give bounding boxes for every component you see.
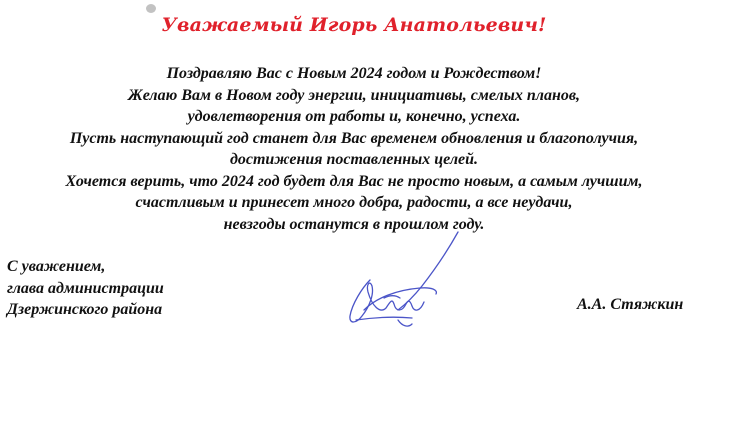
handwritten-signature-icon (340, 228, 475, 334)
body-line: Поздравляю Вас с Новым 2024 годом и Рождеством! (166, 65, 542, 82)
closing-line: Дзержинского района (7, 301, 163, 318)
body-line: Пусть наступающий год станет для Вас временем обновления и благополучия, (69, 129, 639, 147)
body-line: невзгоды останутся в прошлом году. (223, 215, 485, 233)
closing-block (7, 256, 164, 321)
body-line: удовлетворения от работы и, конечно, успеха. (187, 108, 521, 125)
body-line: Желаю Вам в Новом году энергии, инициативы, смелых планов, (128, 86, 580, 104)
closing-line: глава администрации (7, 279, 164, 297)
letter-body (0, 63, 708, 235)
letter-greeting: Уважаемый Игорь Анатольевич! (161, 14, 547, 36)
closing-line: С уважением, (7, 258, 106, 275)
body-line: счастливым и принесет много добра, радости, а все неудачи, (135, 194, 573, 211)
scan-speck (146, 4, 156, 13)
body-line: Хочется верить, что 2024 год будет для Вас не просто новым, а самым лучшим, (65, 172, 643, 190)
signer-name: А.А. Стяжкин (577, 296, 684, 313)
body-line: достижения поставленных целей. (229, 151, 479, 168)
